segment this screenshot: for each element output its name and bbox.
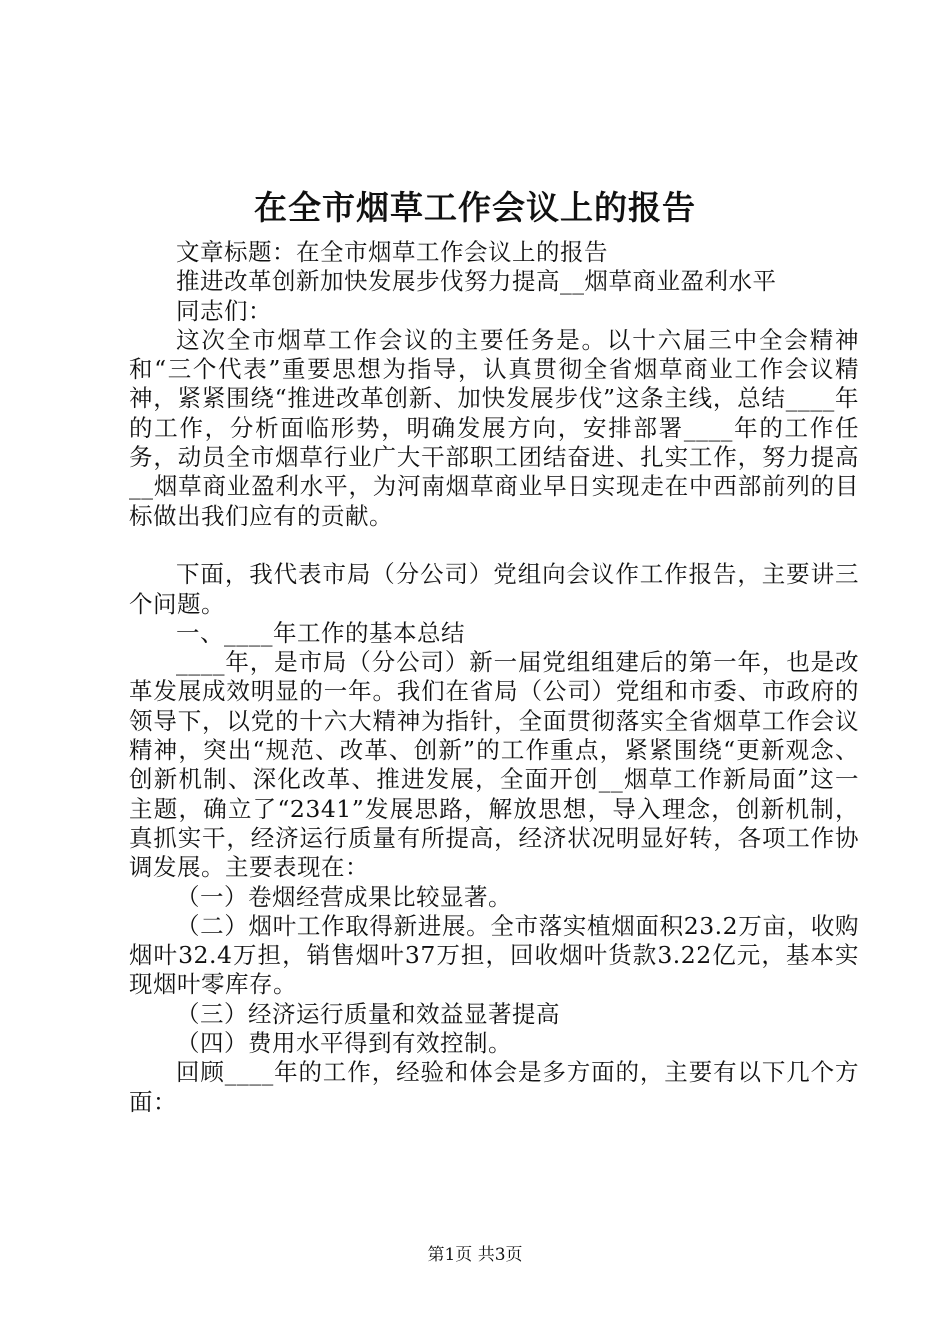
list-item-3: （三）经济运行质量和效益显著提高 — [176, 999, 560, 1028]
page-footer: 第1页 共3页 — [427, 1245, 523, 1265]
paragraph-subtitle: 推进改革创新加快发展步伐努力提高__烟草商业盈利水平 — [176, 267, 777, 296]
paragraph-article-title: 文章标题：在全市烟草工作会议上的报告 — [176, 238, 608, 266]
paragraph-intro: 这次全市烟草工作会议的主要任务是。以十六届三中全会精神和“三个代表”重要思想为指导，认真贯彻全省烟草商业工作会议精神，紧紧围绕“推进改革创新、加快发展步伐”这条主线，总结____年的工作，分析面临形势，明确发展方向，安排部署____年的工作任务，动员全市烟草行业广大干部职工团结奋进、扎实工作，努力提高__烟草商业盈利水平，为河南烟草商业早日实现走在中西部前列的目标做出我们应有的贡献。 — [129, 325, 859, 530]
section-heading-1: 一、____年工作的基本总结 — [176, 618, 465, 647]
paragraph-summary: ____年，是市局（分公司）新一届党组组建后的第一年，也是改革发展成效明显的一年。我们在省局（公司）党组和市委、市政府的领导下，以党的十六大精神为指针，全面贯彻落实全省烟草工作会议精神，突出“规范、改革、创新”的工作重点，紧紧围绕“更新观念、创新机制、深化改革、推进发展，全面开创__烟草工作新局面”这一主题，确立了“2341”发展思路，解放思想，导入理念，创新机制，真抓实干，经济运行质量有所提高，经济状况明显好转，各项工作协调发展。主要表现在： — [129, 648, 859, 882]
document-body — [129, 238, 859, 1117]
document-title: 在全市烟草工作会议上的报告 — [254, 188, 696, 227]
paragraph-outline: 下面，我代表市局（分公司）党组向会议作工作报告，主要讲三个问题。 — [129, 560, 859, 618]
list-item-1: （一）卷烟经营成果比较显著。 — [176, 882, 512, 911]
paragraph-review: 回顾____年的工作，经验和体会是多方面的，主要有以下几个方面： — [129, 1058, 859, 1116]
paragraph-blank — [129, 531, 859, 560]
list-item-4: （四）费用水平得到有效控制。 — [176, 1029, 512, 1058]
list-item-2: （二）烟叶工作取得新进展。全市落实植烟面积23.2万亩，收购烟叶32.4万担，销售烟叶37万担，回收烟叶货款3.22亿元，基本实现烟叶零库存。 — [129, 911, 859, 999]
paragraph-salutation: 同志们： — [176, 296, 272, 325]
